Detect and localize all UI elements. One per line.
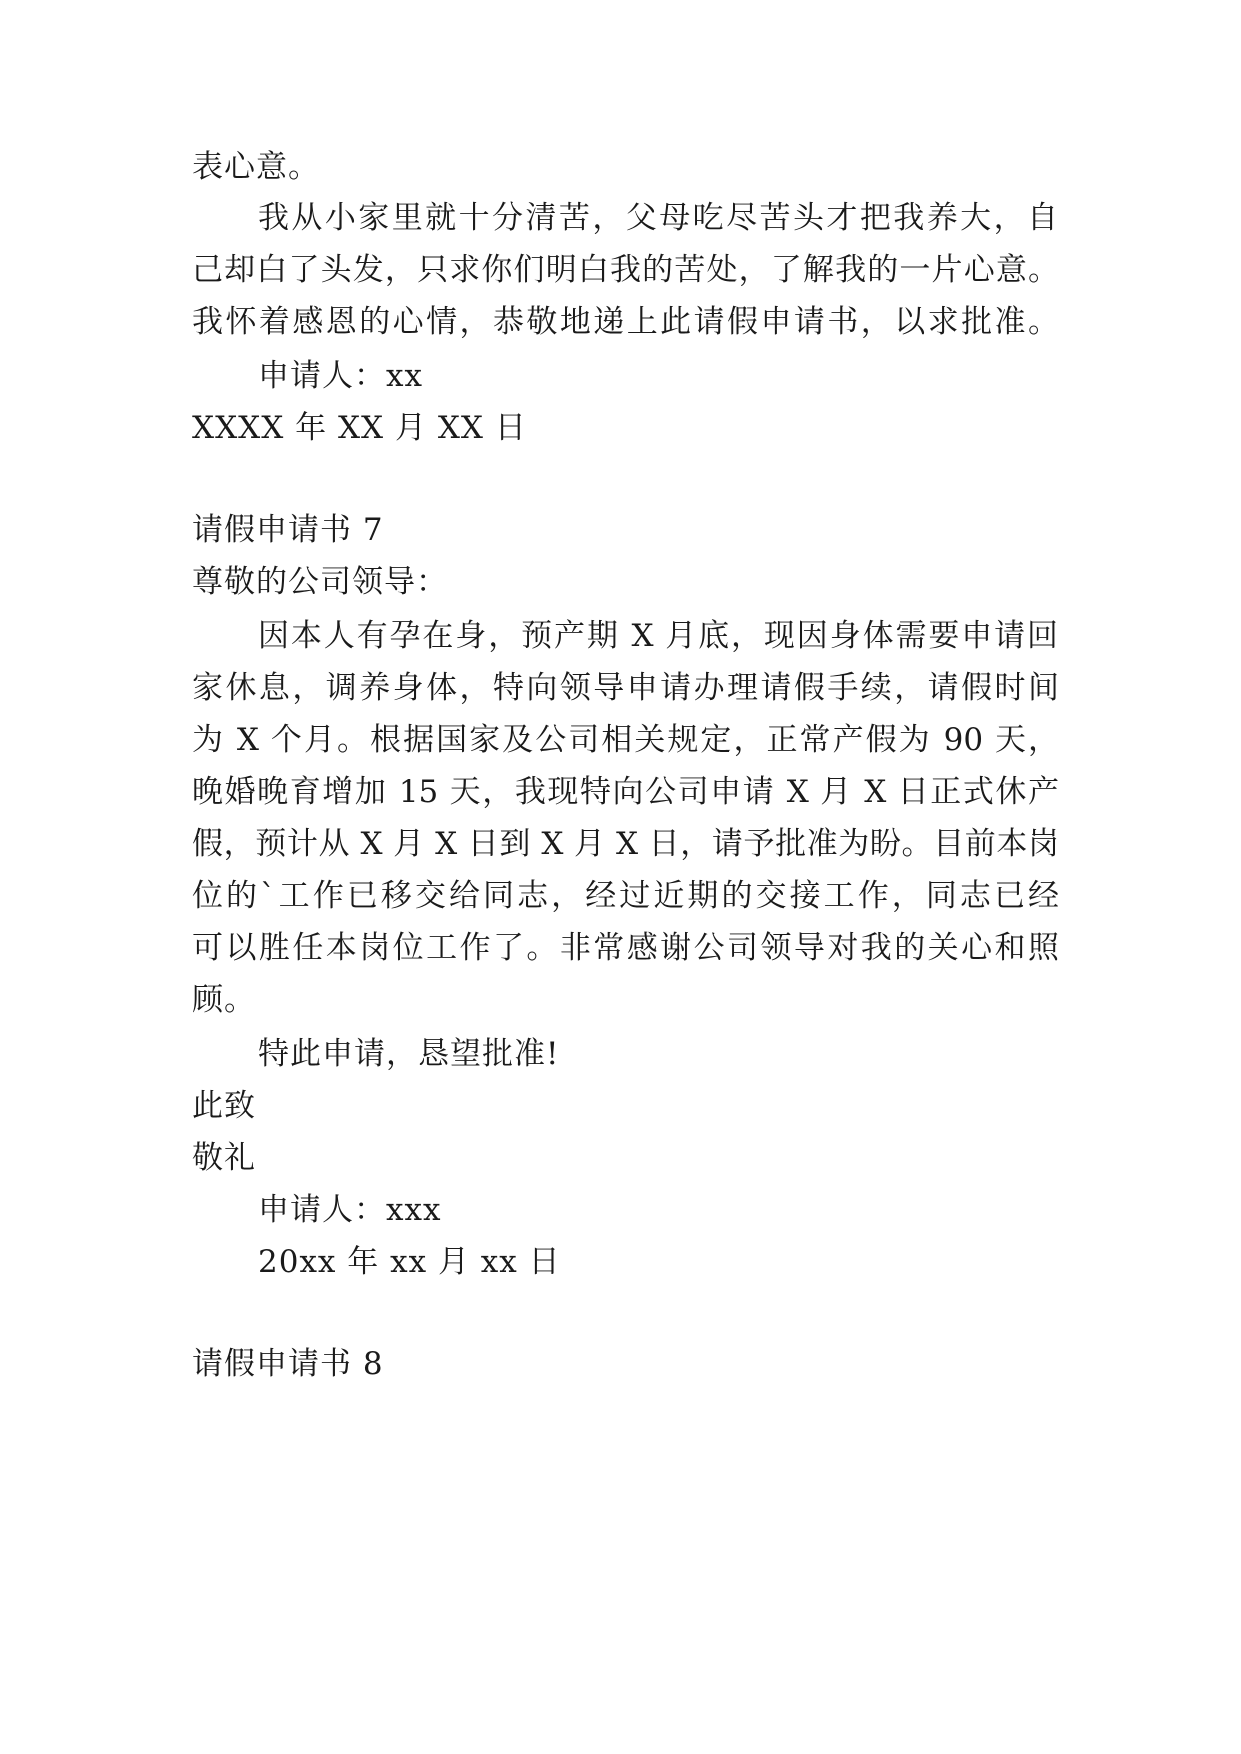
paragraph-line: 表心意。: [192, 149, 320, 185]
paragraph-line: 我从小家里就十分清苦，父母吃尽苦头才把我养大，自: [258, 200, 1058, 236]
closing-line: 敬礼: [192, 1140, 256, 1176]
salutation: 尊敬的公司领导：: [192, 564, 448, 600]
date-line: XXXX 年 XX 月 XX 日: [192, 410, 527, 446]
paragraph-line: 顾。: [192, 982, 256, 1018]
paragraph-line: 因本人有孕在身，预产期 X 月底，现因身体需要申请回: [258, 618, 1058, 654]
applicant-line: 申请人：xxx: [258, 1192, 442, 1228]
paragraph-line: 为 X 个月。根据国家及公司相关规定，正常产假为 90 天，: [192, 722, 1059, 758]
paragraph-line: 位的`工作已移交给同志，经过近期的交接工作，同志已经: [192, 878, 1059, 914]
paragraph-line: 家休息，调养身体，特向领导申请办理请假手续，请假时间: [192, 670, 1059, 706]
paragraph-line: 可以胜任本岗位工作了。非常感谢公司领导对我的关心和照: [192, 930, 1059, 966]
date-line: 20xx 年 xx 月 xx 日: [258, 1244, 561, 1280]
closing-line: 此致: [192, 1088, 256, 1124]
section-title: 请假申请书 7: [192, 512, 384, 548]
paragraph-line: 我怀着感恩的心情，恭敬地递上此请假申请书，以求批准。: [192, 304, 1059, 340]
closing-request: 特此申请，恳望批准!: [258, 1036, 560, 1072]
paragraph-line: 晚婚晚育增加 15 天，我现特向公司申请 X 月 X 日正式休产: [192, 774, 1059, 810]
section-title: 请假申请书 8: [192, 1346, 384, 1382]
applicant-line: 申请人：xx: [258, 358, 423, 394]
paragraph-line: 己却白了头发，只求你们明白我的苦处，了解我的一片心意。: [192, 252, 1059, 288]
paragraph-line: 假，预计从 X 月 X 日到 X 月 X 日，请予批准为盼。目前本岗: [192, 826, 1059, 862]
